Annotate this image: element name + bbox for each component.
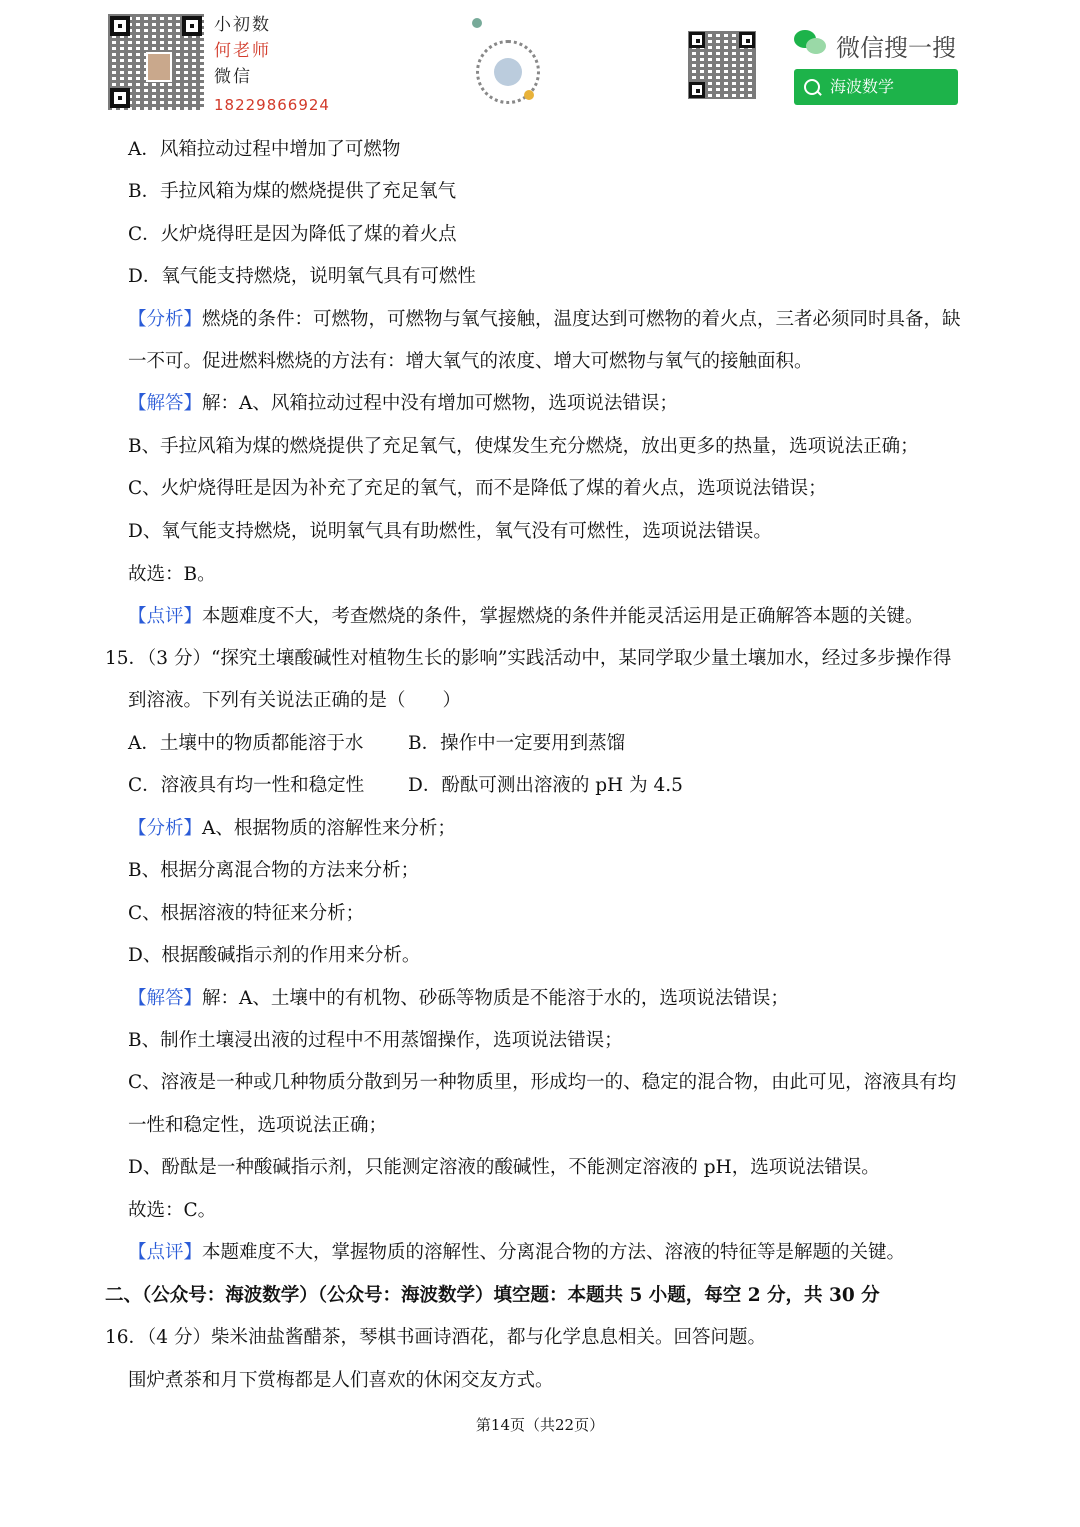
wechat-icon — [794, 30, 828, 56]
search-haibo-button[interactable] — [794, 69, 958, 105]
contact-line-3: 微信 — [214, 67, 252, 87]
comment-tag: 【点评】 — [128, 606, 203, 627]
option-d: D．氧气能支持燃烧，说明氧气具有可燃性 — [128, 266, 476, 287]
q15-answer-paragraph — [128, 985, 789, 1013]
answer-paragraph — [128, 390, 678, 418]
comment-paragraph — [128, 603, 924, 631]
analysis-text-cont: 一不可。促进燃料燃烧的方法有：增大氧气的浓度、增大可燃物与氧气的接触面积。 — [128, 351, 813, 372]
search-button-label: 海波数学 — [830, 77, 895, 96]
page-footer: 第14页（共22页） — [475, 1416, 605, 1434]
option-c: C．火炉烧得旺是因为降低了煤的着火点 — [128, 224, 457, 245]
contact-qr-code — [108, 14, 204, 110]
q15-analysis-c: C、根据溶液的特征来分析； — [128, 903, 365, 924]
q15-comment-text: 本题难度不大，掌握物质的溶解性、分离混合物的方法、溶液的特征等是解题的关键。 — [202, 1242, 906, 1263]
contact-phone: 18229866924 — [214, 96, 330, 114]
answer-text: 解：A、风箱拉动过程中没有增加可燃物，选项说法错误； — [202, 393, 678, 414]
answer-line-c: C、火炉烧得旺是因为补充了充足的氧气，而不是降低了煤的着火点，选项说法错误； — [128, 478, 827, 499]
q15-comment-paragraph — [128, 1239, 905, 1267]
q15-option-d: D．酚酞可测出溶液的 pH 为 4.5 — [408, 775, 683, 796]
question-15-stem-cont: 到溶液。下列有关说法正确的是（ ） — [128, 690, 462, 711]
contact-line-2: 何老师 — [214, 41, 271, 61]
wechat-search-title: 微信搜一搜 — [836, 34, 956, 62]
analysis-text: 燃烧的条件：可燃物，可燃物与氧气接触，温度达到可燃物的着火点，三者必须同时具备，缺 — [202, 309, 961, 330]
question-16-context: 围炉煮茶和月下赏梅都是人们喜欢的休闲交友方式。 — [128, 1370, 554, 1391]
option-b: B．手拉风箱为煤的燃烧提供了充足氧气 — [128, 181, 457, 202]
q15-answer-c-cont: 一性和稳定性，选项说法正确； — [128, 1115, 388, 1136]
contact-line-1: 小初数 — [214, 15, 271, 35]
q15-answer-b: B、制作土壤浸出液的过程中不用蒸馏操作，选项说法错误； — [128, 1030, 623, 1051]
mini-program-code — [472, 18, 544, 114]
question-16-stem: 16．（4 分）柴米油盐酱醋茶，琴棋书画诗酒花，都与化学息息相关。回答问题。 — [105, 1327, 766, 1348]
answer-choice: 故选：B。 — [128, 564, 216, 585]
answer-tag: 【解答】 — [128, 393, 203, 414]
official-account-qr-code — [688, 31, 756, 99]
analysis-paragraph — [128, 306, 961, 334]
answer-line-d: D、氧气能支持燃烧，说明氧气具有助燃性，氧气没有可燃性，选项说法错误。 — [128, 521, 772, 542]
answer-line-b: B、手拉风箱为煤的燃烧提供了充足氧气，使煤发生充分燃烧，放出更多的热量，选项说法正确； — [128, 436, 919, 457]
q15-options-row-1 — [128, 730, 626, 758]
page-header — [0, 0, 1080, 125]
q15-answer-text: 解：A、土壤中的有机物、砂砾等物质是不能溶于水的，选项说法错误； — [202, 988, 789, 1009]
q15-answer-c: C、溶液是一种或几种物质分散到另一种物质里，形成均一的、稳定的混合物，由此可见，溶液具有均 — [128, 1072, 957, 1093]
q15-option-b: B．操作中一定要用到蒸馏 — [408, 733, 626, 754]
q15-answer-d: D、酚酞是一种酸碱指示剂，只能测定溶液的酸碱性，不能测定溶液的 pH，选项说法错误。 — [128, 1157, 880, 1178]
comment-tag: 【点评】 — [128, 1242, 203, 1263]
q15-options-row-2 — [128, 772, 683, 800]
q15-option-a: A．土壤中的物质都能溶于水 — [128, 733, 364, 754]
search-icon-handle — [816, 90, 822, 96]
q15-analysis-text: A、根据物质的溶解性来分析； — [202, 818, 456, 839]
comment-text: 本题难度不大，考查燃烧的条件，掌握燃烧的条件并能灵活运用是正确解答本题的关键。 — [202, 606, 924, 627]
section-heading: 二、（公众号：海波数学）（公众号：海波数学）填空题：本题共 5 小题，每空 2 分，共 30 分 — [105, 1285, 880, 1306]
analysis-tag: 【分析】 — [128, 309, 203, 330]
q15-option-c: C．溶液具有均一性和稳定性 — [128, 775, 365, 796]
option-a: A．风箱拉动过程中增加了可燃物 — [128, 139, 401, 160]
q15-analysis-d: D、根据酸碱指示剂的作用来分析。 — [128, 945, 421, 966]
answer-tag: 【解答】 — [128, 988, 203, 1009]
question-15-stem: 15．（3 分）“探究土壤酸碱性对植物生长的影响”实践活动中，某同学取少量土壤加水，经过多步操作得 — [105, 648, 952, 669]
q15-analysis-paragraph — [128, 815, 456, 843]
q15-answer-choice: 故选：C。 — [128, 1200, 217, 1221]
analysis-tag: 【分析】 — [128, 818, 203, 839]
q15-analysis-b: B、根据分离混合物的方法来分析； — [128, 860, 420, 881]
